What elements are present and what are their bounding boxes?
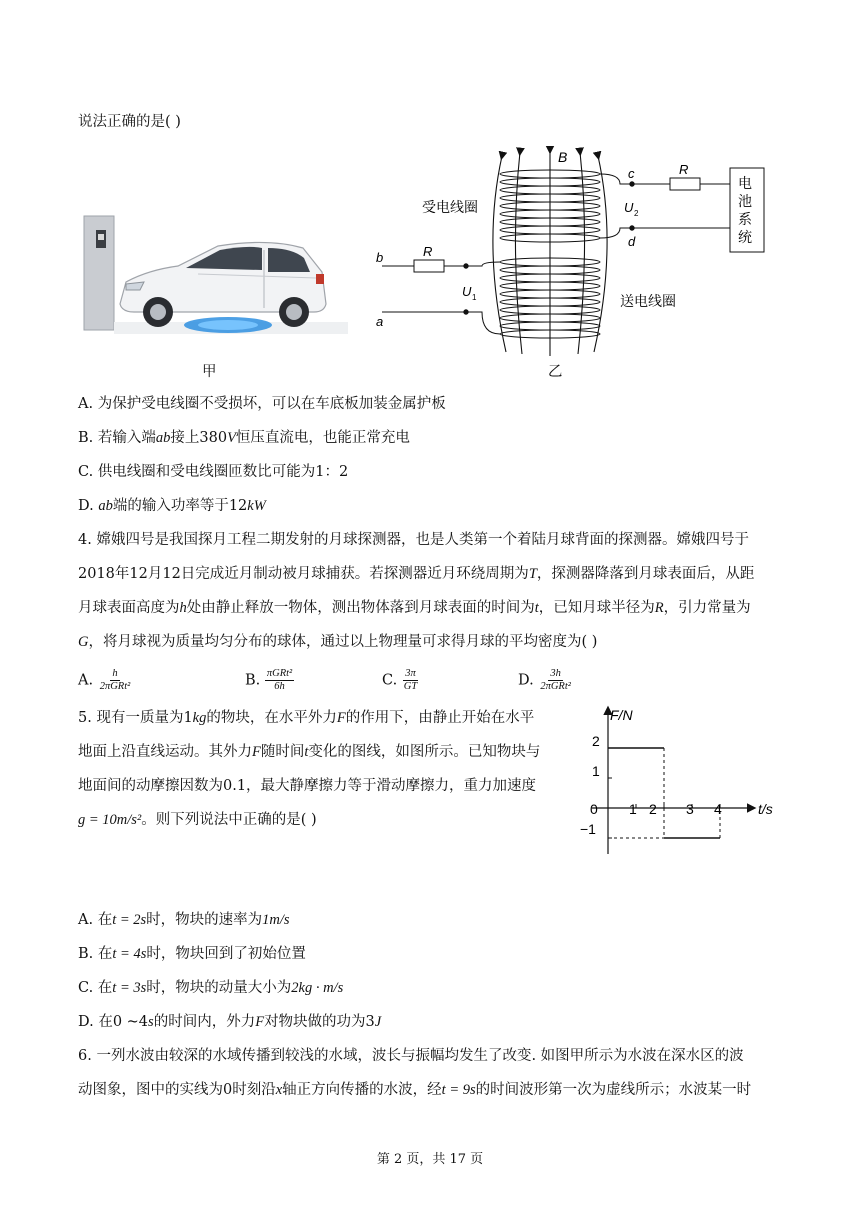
q5-option-B: B. 在t = 4s时，物块回到了初始位置: [78, 946, 306, 962]
figure-jia-label: 甲: [202, 364, 217, 380]
q3-option-C: C. 供电线圈和受电线圈匝数比可能为1：2: [78, 464, 349, 480]
q5-line-3: 地面间的动摩擦因数为0.1，最大静摩擦力等于滑动摩擦力，重力加速度: [78, 778, 537, 794]
q4-line-3: 月球表面高度为h处由静止释放一物体，测出物体落到月球表面的时间为t，已知月球半径为R，引力常量为: [78, 600, 751, 616]
q4-line-1: 4. 嫦娥四号是我国探月工程二期发射的月球探测器，也是人类第一个着陆月球背面的探测器。嫦娥四号于: [78, 532, 749, 548]
q5-force-time-graph: [570, 700, 790, 860]
figure-yi-coil-diagram: [370, 146, 780, 360]
q5-line-4: g = 10m/s²。则下列说法中正确的是( ): [78, 812, 317, 828]
q4-option-A: A. $\frac{h}{\text{2πGRt²}}$: [78, 668, 131, 692]
voltage-U2-sub: 2: [634, 209, 639, 218]
field-label-B: B: [558, 149, 568, 165]
battery-char-2: 池: [738, 193, 752, 209]
receive-coil-label: 受电线圈: [422, 199, 478, 215]
graph-ytick-neg1: −1: [580, 821, 596, 837]
q5-line-1: 5. 现有一质量为1kg的物块，在水平外力F的作用下，由静止开始在水平: [78, 710, 535, 726]
q5-option-C: C. 在t = 3s时，物块的动量大小为2kg · m/s: [78, 980, 344, 996]
q3-option-D: D. ab端的输入功率等于12kW: [78, 498, 266, 514]
q5-option-A: A. 在t = 2s时，物块的速率为1m/s: [78, 912, 290, 928]
terminal-d: d: [628, 234, 636, 249]
resistor-R-top: R: [679, 162, 689, 177]
sending-coil: [466, 258, 600, 338]
q3-option-B: B. 若输入端ab接上380V恒压直流电，也能正常充电: [78, 430, 410, 446]
voltage-U1-sub: 1: [472, 293, 477, 302]
graph-xtick-4: 4: [714, 801, 722, 817]
graph-x-label: t/s: [758, 801, 773, 817]
battery-char-3: 系: [738, 211, 752, 227]
q4-option-B: B. $\frac{\text{πGRt²}}{6h}$: [245, 668, 293, 692]
q6-line-2: 动图象，图中的实线为0时刻沿x轴正方向传播的水波，经t = 9s的时间波形第一次为虚线所示；水波某一时: [78, 1082, 752, 1098]
primary-circuit: [382, 260, 468, 314]
voltage-U2: U: [624, 200, 634, 215]
terminal-b: b: [376, 250, 384, 265]
q5-line-2: 地面上沿直线运动。其外力F随时间t变化的图线，如图所示。已知物块与: [78, 744, 541, 760]
graph-xtick-1: 1: [629, 801, 637, 817]
q3-stem-tail: 说法正确的是( ): [78, 114, 181, 130]
figure-yi-label: 乙: [548, 364, 563, 380]
figure-jia-car: [78, 212, 348, 337]
q4-option-D: D. $\frac{3h}{\text{2πGRt²}}$: [518, 668, 571, 692]
magnetic-field-lines: [493, 150, 607, 356]
terminal-a: a: [376, 314, 384, 329]
battery-char-1: 电: [738, 175, 752, 191]
graph-xtick-3: 3: [686, 801, 694, 817]
page-footer: 第 2 页，共 17 页: [376, 1152, 484, 1167]
battery-char-4: 统: [738, 229, 752, 245]
terminal-c: c: [628, 166, 635, 181]
q3-option-A: A. 为保护受电线圈不受损坏，可以在车底板加装金属护板: [78, 396, 446, 412]
q4-option-C: C. $\frac{3\pi}{GT}$: [382, 668, 418, 692]
send-coil-label: 送电线圈: [620, 293, 676, 309]
q5-option-D: D. 在0 ~4s的时间内，外力F对物块做的功为3J: [78, 1014, 382, 1030]
q6-line-1: 6. 一列水波由较深的水域传播到较浅的水域，波长与振幅均发生了改变. 如图甲所示为水波在深水区的波: [78, 1048, 744, 1064]
graph-xtick-2: 2: [649, 801, 657, 817]
graph-origin: 0: [590, 801, 598, 817]
resistor-R-bottom: R: [423, 244, 433, 259]
q4-line-4: G，将月球视为质量均匀分布的球体，通过以上物理量可求得月球的平均密度为( ): [78, 634, 598, 650]
voltage-U1: U: [462, 284, 472, 299]
q4-line-2: 2018年12月12日完成近月制动被月球捕获。若探测器近月环绕周期为T，探测器降落到月球表面后，从距: [78, 566, 755, 582]
graph-y-label: F/N: [610, 707, 633, 723]
graph-ytick-1: 1: [592, 763, 600, 779]
graph-ytick-2: 2: [592, 733, 600, 749]
receiving-coil: [500, 170, 632, 242]
